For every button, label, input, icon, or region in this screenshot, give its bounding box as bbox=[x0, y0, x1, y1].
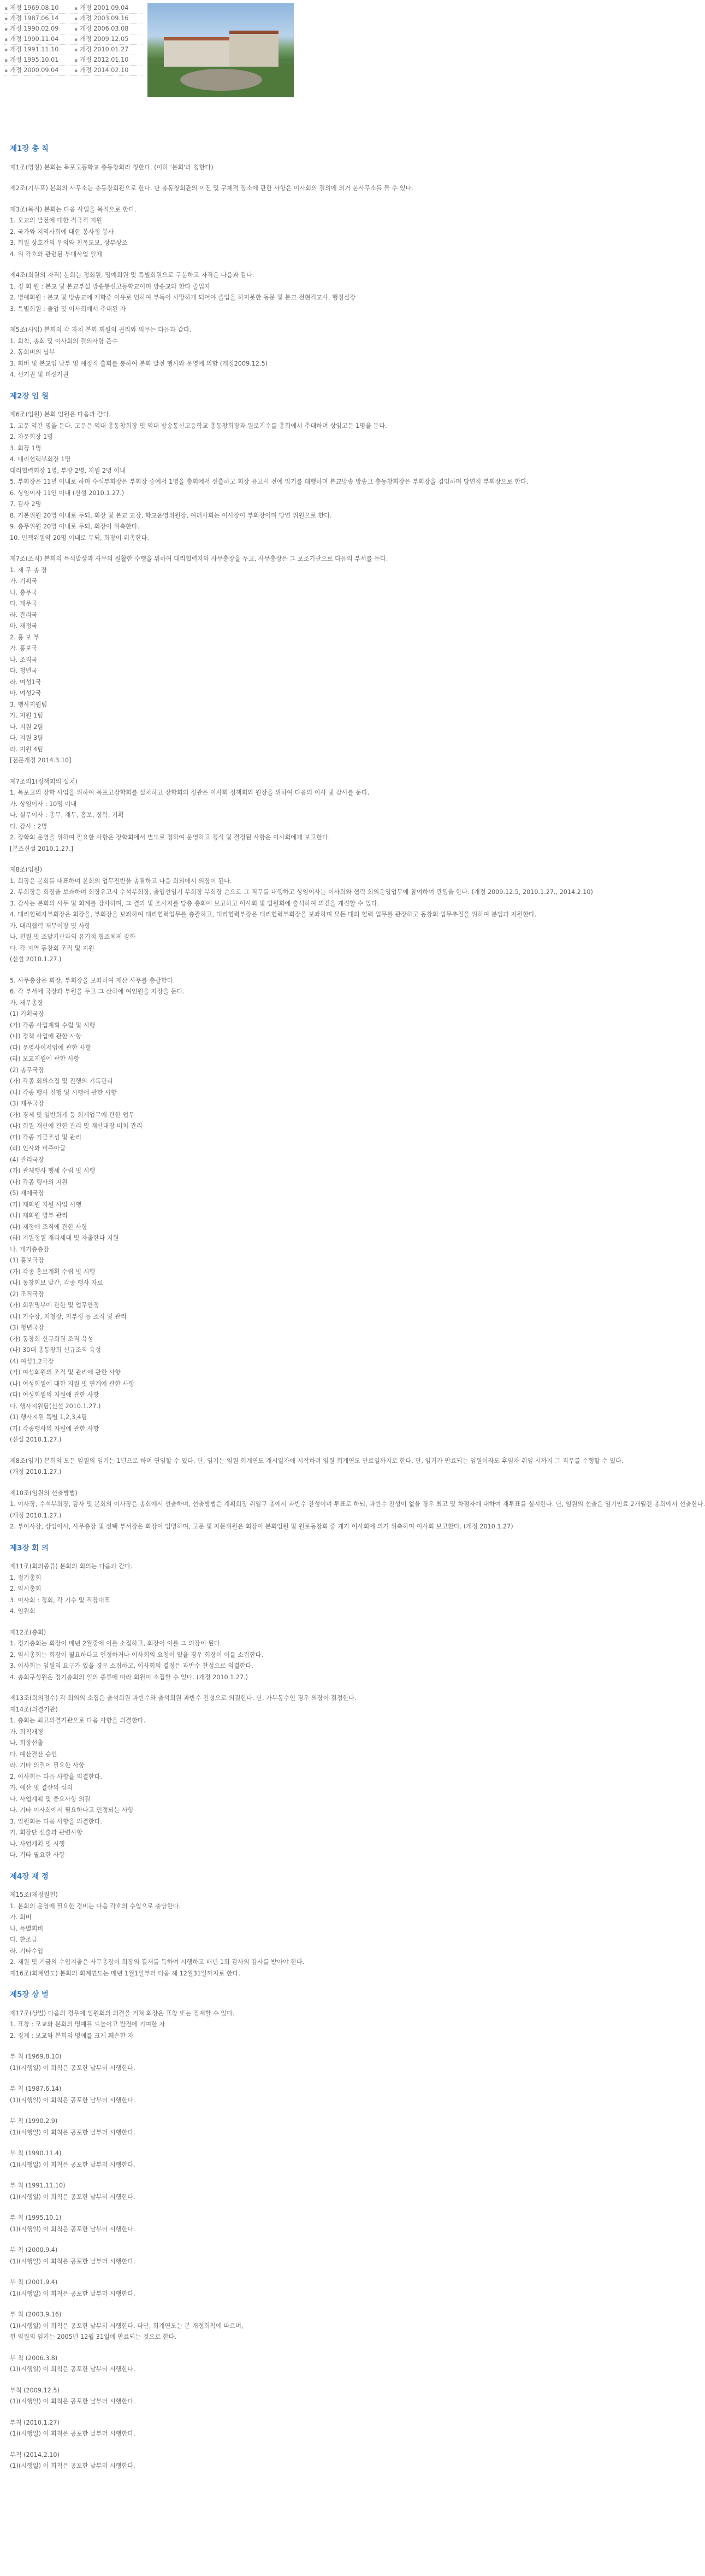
article-line: 2. 국가와 지역사회에 대한 봉사정 봉사 bbox=[10, 228, 114, 236]
article-line: (1)(시행일) 이 회칙은 공포한 날부터 시행한다. bbox=[10, 2462, 135, 2469]
article-line: 10. 민책위원약 20명 이내로 두되, 회장이 위촉한다. bbox=[10, 534, 150, 542]
article-line: 4. 위 각호와 관련된 부대사업 일체 bbox=[10, 250, 102, 258]
article-line: (1) 홍보국장 bbox=[10, 1257, 44, 1264]
article-line: (3) 청년국장 bbox=[10, 1324, 44, 1331]
chapter-title: 제5장 상 벌 bbox=[10, 1990, 49, 1999]
article-line: (나) 각종 행사의 지원 bbox=[10, 1178, 68, 1186]
article-line: 제17조(상벌) 다음의 경우에 임원회의 의결을 거쳐 회장은 표창 또는 징계할 수 있다. bbox=[10, 2009, 235, 2017]
article-line: [전문개정 2014.3.10] bbox=[10, 757, 72, 764]
article-block bbox=[10, 2084, 458, 2106]
article-line: 3. 행사지원팀 bbox=[10, 701, 48, 708]
article-line: 부 칙 (2006.3.8) bbox=[10, 2354, 58, 2362]
article-line: 가. 대리협력 재무이장 및 사항 bbox=[10, 922, 91, 930]
bullet-icon: ▪ bbox=[74, 16, 78, 22]
article-block bbox=[10, 2309, 458, 2343]
article-line: 제14조(의결기관) bbox=[10, 1705, 58, 1713]
article-line: 부칙 (2014.2.10) bbox=[10, 2451, 60, 2459]
article-line: 나. 특별회비 bbox=[10, 1925, 44, 1932]
article-line: 다. 각 지역 동창회 조직 및 지원 bbox=[10, 944, 94, 952]
article-line: 3. 이사회는 임원의 요구가 있을 경우 소집하고, 이사회의 결정은 과반수 찬성으로 의결한다. bbox=[10, 1662, 253, 1669]
article-line: (가) 각종행사의 지원에 관한 사항 bbox=[10, 1425, 99, 1432]
article-line: 제3조(목적) 본회는 다음 사업을 목적으로 한다. bbox=[10, 205, 137, 213]
revision-item bbox=[74, 55, 143, 66]
article-line: 3. 특별회원 : 졸업 및 이사회에서 추대된 자 bbox=[10, 305, 126, 313]
article-line: 부 칙 (1990.2.9) bbox=[10, 2118, 58, 2125]
article-block bbox=[10, 1693, 458, 1861]
article-line: 3. 이사회 : 정회, 각 기수 및 직장대표 bbox=[10, 1596, 110, 1604]
article-line: (1)(시행일) 이 회칙은 공포한 날부터 시행한다. 다만, 회계연도는 본 개정회칙에 따르며, bbox=[10, 2322, 244, 2330]
article-line: 9. 총무위원 20명 이내로 두되, 회장이 위촉한다. bbox=[10, 523, 140, 530]
article-line: 부 칙 (2003.9.16) bbox=[10, 2311, 62, 2318]
bylaws-content bbox=[10, 136, 705, 2482]
article-line: 4. 총회구성원은 정기총회의 일의 종류에 따라 회원이 소집할 수 있다. (개정 2010.1.27.) bbox=[10, 1673, 248, 1681]
revision-date: 개정 2001.09.04 bbox=[80, 4, 129, 11]
article-line: 1. 고문 약간 명을 둔다. 고문은 역대 총동창회장 및 역대 방송통신고등학교 총동창회장과 원로기수를 총회에서 추대하며 상임고문 1명을 둔다. bbox=[10, 422, 387, 430]
revision-item bbox=[4, 24, 73, 34]
revision-date: 개정 2014.02.10 bbox=[80, 67, 129, 74]
article-line: (가) 각종 홍보계획 수립 및 시행 bbox=[10, 1268, 96, 1275]
article-line: 4. 대리협력부회장 1명 bbox=[10, 456, 71, 463]
bullet-icon: ▪ bbox=[74, 27, 78, 32]
article-line: 1. 목포고의 장학 사업을 위하여 목포고장학회를 설치하고 장학회의 정관은 이사회 정책회와 원장을 위하여 다음의 이사 및 감사를 둔다. bbox=[10, 789, 370, 796]
article-line: 제4조(회원의 자격) 본회는 정회원, 명예회원 및 특별회원으로 구분하고 자격은 다음과 같다. bbox=[10, 272, 254, 279]
article-line: 1. 회장은 본회를 대표하며 본회의 업무전반을 총괄하고 다음 회의에서 의장이 된다. bbox=[10, 877, 232, 885]
article-line: 제16조(회계연도) 본회의 회계연도는 매년 1월1일부터 다음 해 12월31일까지로 한다. bbox=[10, 1969, 240, 1977]
article-line: (개정 2010.1.27.) bbox=[10, 1512, 62, 1519]
chapter-title: 제3장 회 의 bbox=[10, 1543, 49, 1552]
article-line: 4. 선거권 및 피선거권 bbox=[10, 371, 69, 378]
article-line: 다. 감사 : 2명 bbox=[10, 822, 48, 830]
article-line: (3) 재무국장 bbox=[10, 1100, 44, 1107]
article-line: 1. 본회의 운영에 필요한 경비는 다음 각호의 수입으로 충당한다. bbox=[10, 1902, 181, 1910]
article-line: 1. 모교의 발전에 대한 적극적 지원 bbox=[10, 217, 102, 224]
revision-list-right bbox=[74, 3, 143, 76]
article-line: (라) 모교지원에 관한 사항 bbox=[10, 1055, 80, 1062]
article-line: 부 칙 (2000.9.4) bbox=[10, 2246, 58, 2254]
bullet-icon: ▪ bbox=[4, 48, 8, 53]
revision-item bbox=[4, 55, 73, 66]
article-line: 부 칙 (2001.9.4) bbox=[10, 2279, 58, 2286]
article-line: 라. 지원 4팀 bbox=[10, 745, 44, 753]
article-line: 다. 행사지원팀(신설 2010.1.27.) bbox=[10, 1402, 101, 1410]
article-line: 1. 정 회 원 : 본교 및 본교부설 방송통신고등학교이며 방송교와 한다 졸업자 bbox=[10, 283, 210, 290]
revision-list-left bbox=[4, 3, 73, 76]
article-line: 1. 회칙, 총회 및 이사회의 결의사항 준수 bbox=[10, 337, 118, 345]
article-line: 나. 실무이사 : 총무, 재무, 홍보, 장학, 기획 bbox=[10, 811, 124, 819]
bullet-icon: ▪ bbox=[4, 68, 8, 74]
revision-item bbox=[74, 45, 143, 55]
article-line: 3. 회장 1명 bbox=[10, 444, 42, 452]
revision-item bbox=[4, 34, 73, 45]
revision-date: 개정 2010.01.27 bbox=[80, 46, 129, 53]
article-block bbox=[10, 204, 458, 261]
article-line: 6. 각 부서에 국장과 부원을 두고 그 산하에 여인원을 자장을 둔다. bbox=[10, 988, 185, 995]
revision-date: 개정 1990.02.09 bbox=[10, 25, 59, 32]
article-line: (1)(시행일) 이 회칙은 공포한 날부터 시행한다. bbox=[10, 2096, 135, 2104]
revision-header bbox=[4, 3, 461, 113]
article-line: 부칙 (2010.1.27) bbox=[10, 2419, 60, 2426]
article-line: (가) 재회원 지원 사업 시행 bbox=[10, 1201, 82, 1208]
article-line: 부 칙 (1987.6.14) bbox=[10, 2085, 62, 2092]
article-line: (신설 2010.1.27.) bbox=[10, 1436, 62, 1443]
article-line: 나. 총무국 bbox=[10, 589, 38, 596]
article-line: (1)(시행일) 이 회칙은 공포한 날부터 시행한다. bbox=[10, 2366, 135, 2373]
article-block bbox=[10, 2245, 458, 2267]
article-line: 나. 재기총총장 bbox=[10, 1245, 49, 1253]
article-line: 가. 홍보국 bbox=[10, 645, 38, 652]
article-line: (1) 행사지원 특별 1,2,3,4팀 bbox=[10, 1414, 87, 1421]
article-line: (개정 2010.1.27.) bbox=[10, 1468, 62, 1475]
article-line: 2. 임시총회 bbox=[10, 1585, 42, 1592]
article-line: 라. 관리국 bbox=[10, 611, 38, 619]
article-line: 4. 임원회 bbox=[10, 1608, 35, 1615]
article-line: (가) 관제행사 행세 수립 및 시행 bbox=[10, 1167, 96, 1174]
article-line: 3. 감사는 본회의 사무 및 회계를 감사하며, 그 결과 및 조사지를 당총 총회에 보고하고 이사회 및 임원회에 출석하여 의견을 개진할 수 있다. bbox=[10, 899, 380, 907]
article-block bbox=[10, 162, 458, 174]
article-line: 2. 이사회는 다음 사항을 의결한다. bbox=[10, 1773, 102, 1780]
article-block bbox=[10, 975, 458, 1446]
article-line: 부 칙 (1969.8.10) bbox=[10, 2053, 62, 2060]
article-block bbox=[10, 2450, 458, 2472]
article-line: 제12조(총회) bbox=[10, 1628, 46, 1636]
article-line: (1)(시행일) 이 회칙은 공포한 날부터 시행한다. bbox=[10, 2290, 135, 2297]
revision-date: 개정 2000.09.04 bbox=[10, 67, 59, 74]
revision-item bbox=[4, 66, 73, 76]
article-block bbox=[10, 2051, 458, 2074]
revision-date: 개정 2012.01.10 bbox=[80, 56, 129, 63]
article-line: (나) 30대 총동창회 신규조직 육성 bbox=[10, 1346, 101, 1354]
article-line: 2. 동회비의 납부 bbox=[10, 349, 55, 356]
bullet-icon: ▪ bbox=[74, 58, 78, 63]
article-line: 1. 표창 : 모교와 본회의 명예를 드높이고 발전에 기여한 자 bbox=[10, 2021, 165, 2028]
article-line: (라) 인사와 비주아급 bbox=[10, 1145, 66, 1152]
school-building-photo bbox=[147, 3, 294, 97]
article-line: (라) 지원정원 재리세대 및 자출한다 지원 bbox=[10, 1234, 119, 1242]
article-block bbox=[10, 2008, 458, 2042]
article-line: 3. 임원회는 다음 사항을 의결한다. bbox=[10, 1818, 102, 1825]
article-line: (다) 각종 기금조성 및 관리 bbox=[10, 1133, 82, 1141]
article-line: 제7조의1(정책회의 설치) bbox=[10, 778, 78, 785]
revision-item bbox=[74, 14, 143, 24]
article-line: 다. 기타 필요한 사항 bbox=[10, 1851, 65, 1859]
article-line: 라. 여성1국 bbox=[10, 678, 42, 686]
article-line: 라. 기타수입 bbox=[10, 1947, 44, 1955]
article-line: 제5조(사업) 본회의 각 자치 본회 회원의 권리와 의무는 다음과 같다. bbox=[10, 326, 192, 333]
article-line: 나. 지원 2팀 bbox=[10, 723, 44, 731]
revision-item bbox=[74, 3, 143, 14]
article-line: (가) 경제 및 일반회계 등 회계업무에 관한 업무 bbox=[10, 1111, 135, 1119]
article-line: 8. 기본위원 20명 이내로 두되, 회장 및 본교 교장, 학교운영위원장, 여러사회는 이사장이 부회장이며 당연 위원으로 한다. bbox=[10, 511, 332, 519]
article-line: 2. 부회장은 회장을 보좌하며 회장유고시 수석부회장, 출입선임기 부회장 부회장 순으로 그 직무를 대행하고 상임이사는 이사회와 협력 회의운영업무에 참여하여 관행을 한다. (개정 2009.12.5, 2010.1.27., 2014.2.10) bbox=[10, 889, 593, 896]
article-line: (가) 여성회원의 조직 및 관리에 관한 사항 bbox=[10, 1369, 121, 1376]
article-line: (1)(시행일) 이 회칙은 공포한 날부터 시행한다. bbox=[10, 2398, 135, 2405]
article-line: 가. 회장단 선출과 관련사항 bbox=[10, 1829, 83, 1836]
bullet-icon: ▪ bbox=[74, 6, 78, 11]
article-block bbox=[10, 2385, 458, 2408]
article-line: 제8조(임원) bbox=[10, 866, 43, 873]
article-line: 다. 예산결산 승인 bbox=[10, 1750, 57, 1758]
bullet-icon: ▪ bbox=[4, 27, 8, 32]
article-block bbox=[10, 1561, 458, 1618]
article-line: 가. 상임이사 : 10명 이내 bbox=[10, 800, 77, 808]
article-line: (1)(시행일) 이 회칙은 공포한 날부터 시행한다. bbox=[10, 2064, 135, 2072]
article-line: 부 칙 (1990.11.4) bbox=[10, 2150, 62, 2157]
article-line: 부칙 (2009.12.5) bbox=[10, 2386, 60, 2394]
article-line: 라. 기타 의결이 필요한 사항 bbox=[10, 1762, 85, 1769]
article-line: (1)(시행일) 이 회칙은 공포한 날부터 시행한다. bbox=[10, 2128, 135, 2136]
article-line: 부 칙 (1995.10.1) bbox=[10, 2214, 62, 2221]
revision-item bbox=[74, 24, 143, 34]
article-line: (가) 동창회 신규회원 조직 육성 bbox=[10, 1335, 93, 1343]
revision-item bbox=[4, 14, 73, 24]
article-line: 제7조(조직) 본회의 특석발상과 사무의 원활한 수행을 위하여 대리협력자와 사무총장을 두고, 사무총장은 그 보조기관으로 다음의 부서를 둔다. bbox=[10, 555, 388, 562]
article-line: 제11조(회의종류) 본회의 회의는 다음과 같다. bbox=[10, 1563, 133, 1570]
article-block bbox=[10, 270, 458, 315]
article-line: 제13조(회의정수) 각 회의의 소집은 출석회원 과반수와 출석회원 과반수 찬성으로 의결한다. 단, 가부동수인 경우 의장이 결정한다. bbox=[10, 1695, 357, 1702]
article-line: 가. 회칙개정 bbox=[10, 1728, 44, 1736]
article-line: (나) 각종 행사 진행 및 시행에 관한 사항 bbox=[10, 1089, 117, 1096]
revision-date: 개정 2006.03.08 bbox=[80, 25, 129, 32]
article-block bbox=[10, 2418, 458, 2440]
article-line: 7. 감사 2명 bbox=[10, 501, 42, 508]
revision-item bbox=[4, 45, 73, 55]
article-line: 제6조(임원) 본회 임원은 다음과 같다. bbox=[10, 411, 111, 418]
article-line: (가) 각종 회의소집 및 진행의 기록관리 bbox=[10, 1078, 113, 1085]
article-line: (나) 회원 재산에 관한 관리 및 재산대장 비치 관리 bbox=[10, 1122, 143, 1130]
article-line: 1. 이사장, 수석부회장, 감사 및 본회의 이사장은 총회에서 선출하며, 선출방법은 계획회장 취임구 총에서 과반수 찬성이며 투표로 하되, 과반수 찬성이 없을 경우 최고 및 차점자에 대하여 재투표를 실시한다. 단, 임원의 선출은 임기만료 2개월전 총회에서 선출한다. bbox=[10, 1501, 705, 1508]
article-line: 2. 홍 보 부 bbox=[10, 633, 39, 641]
article-line: 2. 자문회장 1명 bbox=[10, 433, 53, 440]
article-line: (1)(시행일) 이 회칙은 공포한 날부터 시행한다. bbox=[10, 2161, 135, 2168]
article-line: [본조신설 2010.1.27.] bbox=[10, 845, 74, 852]
article-line: (나) 재회원 명부 관리 bbox=[10, 1212, 68, 1219]
article-line: (1)(시행일) 이 회칙은 공포한 날부터 시행한다. bbox=[10, 2257, 135, 2265]
article-line: 3. 회비 및 본교업 납부 및 예정적 출회를 통하여 본회 발전 행사와 운영에 의함 (개정2009.12.5) bbox=[10, 360, 268, 367]
article-line: 나. 사업계획 및 중요사항 의결 bbox=[10, 1795, 91, 1803]
article-block bbox=[10, 2148, 458, 2171]
article-line: (나) 동창회보 발간, 각종 행사 자료 bbox=[10, 1279, 103, 1286]
article-line: (다) 운영사이서업에 관한 사항 bbox=[10, 1044, 92, 1051]
article-line: (신설 2010.1.27.) bbox=[10, 956, 62, 963]
revision-item bbox=[4, 3, 73, 14]
bullet-icon: ▪ bbox=[4, 6, 8, 11]
article-line: 다. 지원 3팀 bbox=[10, 734, 44, 742]
article-line: 나. 사업계획 및 시행 bbox=[10, 1840, 65, 1848]
bullet-icon: ▪ bbox=[4, 58, 8, 63]
article-line: (4) 여성1,2국장 bbox=[10, 1357, 54, 1365]
article-line: 나. 조직국 bbox=[10, 656, 38, 663]
article-line: (다) 재정에 조직에 관한 사항 bbox=[10, 1223, 87, 1231]
bullet-icon: ▪ bbox=[74, 37, 78, 43]
article-line: 가. 예산 및 결산의 심의 bbox=[10, 1784, 73, 1791]
article-line: (나) 기수장, 지청장, 지부정 등 조직 및 관리 bbox=[10, 1313, 127, 1320]
bullet-icon: ▪ bbox=[4, 16, 8, 22]
article-block bbox=[10, 2353, 458, 2375]
revision-date: 개정 2003.09.16 bbox=[80, 15, 129, 22]
revision-date: 개정 1991.11.10 bbox=[10, 46, 59, 53]
article-line: 2. 임시총회는 회장이 필요하다고 인정하거나 이사회의 요청이 있을 경우 회장이 이를 소집한다. bbox=[10, 1651, 264, 1658]
article-line: (다) 여성회원의 지원에 관한 사항 bbox=[10, 1391, 99, 1398]
article-line: 제8조(임기) 본회의 모든 임원의 임기는 1년으로 하며 연임할 수 있다. 단, 임기는 임원 회계연도 개시일자에 시작하며 임원 회계연도 만료일까지로 한다. 단, 임기가 만료되는 임원이라도 후임자 취임 시까지 그 직무를 수행할 수 있다. bbox=[10, 1457, 624, 1465]
article-line: (2) 총무국장 bbox=[10, 1066, 44, 1074]
article-block bbox=[10, 325, 458, 381]
article-block bbox=[10, 777, 458, 855]
article-block bbox=[10, 2277, 458, 2299]
article-block bbox=[10, 1456, 624, 1478]
article-line: (가) 회원명부에 관한 및 업무안정 bbox=[10, 1302, 99, 1309]
article-line: (5) 재에국장 bbox=[10, 1190, 44, 1197]
article-line: (1) 기획국장 bbox=[10, 1010, 44, 1018]
article-line: (1)(시행일) 이 회칙은 공포한 날부터 시행한다. bbox=[10, 2225, 135, 2233]
article-line: 부 칙 (1991.11.10) bbox=[10, 2182, 66, 2189]
article-line: (나) 정책 사업에 관한 사항 bbox=[10, 1033, 82, 1040]
article-line: 5. 사무총장은 회장, 부회장을 보좌하여 재산 사무를 총괄한다. bbox=[10, 977, 175, 984]
article-line: 2. 부이사장, 상임이사, 사무총장 및 선택 부서장은 회장이 임명하며, 고문 및 자문위원은 회장이 본회임원 및 원로동창회 중 개가 이사회에 의거 위촉하며 이사회 보고한다. (개정 2010.1.27) bbox=[10, 1523, 513, 1530]
article-line: 가. 지원 1팀 bbox=[10, 712, 44, 719]
article-line: 1. 정기총회는 회장이 매년 2월중에 이를 소집하고, 회장이 이를 그 의장이 된다. bbox=[10, 1640, 222, 1647]
article-block bbox=[10, 1488, 705, 1533]
article-line: 다. 찬조금 bbox=[10, 1936, 38, 1943]
article-block bbox=[10, 1890, 458, 1979]
article-line: 2. 명예회원 : 본교 및 방송교에 재학중 이유로 인하여 부득이 사망하게 되어야 졸업을 하지못한 동문 및 본교 전현직교사, 행정실장 bbox=[10, 294, 356, 301]
article-block bbox=[10, 183, 458, 195]
article-line: (가) 각종 사업계획 수립 및 시행 bbox=[10, 1021, 96, 1029]
article-line: 다. 기타 이사회에서 필요하다고 인정되는 사항 bbox=[10, 1807, 134, 1814]
article-line: 가. 기획국 bbox=[10, 578, 38, 585]
article-block bbox=[10, 2180, 458, 2203]
revision-date: 개정 2009.12.05 bbox=[80, 36, 129, 43]
article-line: (2) 조직국장 bbox=[10, 1290, 44, 1298]
article-line: 다. 청년국 bbox=[10, 667, 38, 674]
article-block bbox=[10, 409, 529, 544]
article-line: (나) 여성회원에 대한 지원 및 연계에 관한 사항 bbox=[10, 1380, 135, 1387]
article-block bbox=[10, 2213, 458, 2235]
chapter-title: 제1장 총 칙 bbox=[10, 144, 49, 153]
article-line: 1. 정기총회 bbox=[10, 1574, 42, 1581]
article-block bbox=[10, 1627, 458, 1684]
revision-date: 개정 1995.10.01 bbox=[10, 56, 59, 63]
article-line: 3. 회원 상호간의 우의와 친목도모, 상부상조 bbox=[10, 239, 128, 246]
revision-date: 제정 1969.08.10 bbox=[10, 4, 59, 11]
article-block bbox=[10, 554, 458, 767]
bullet-icon: ▪ bbox=[74, 48, 78, 53]
article-line: 대리협력회장 1명, 부장 2명, 지원 2명 이내 bbox=[10, 467, 126, 474]
article-line: 마. 재정국 bbox=[10, 622, 38, 630]
article-line: 가. 재무총장 bbox=[10, 999, 44, 1007]
article-line: 제1조(명칭) 본회는 목포고등학교 총동창회라 칭한다. (이하 '본회'라 칭한다) bbox=[10, 163, 214, 171]
article-block bbox=[10, 864, 593, 966]
article-line: 현 임원의 임기는 2005년 12월 31일에 만료되는 것으로 한다. bbox=[10, 2333, 177, 2340]
article-line: 가. 회비 bbox=[10, 1914, 32, 1921]
article-line: (1)(시행일) 이 회칙은 공포한 날부터 시행한다. bbox=[10, 2430, 135, 2437]
article-line: 2. 장학회 운영을 위하여 필요한 사항은 장학회에서 별도로 정하여 운영하고 정식 및 결정된 사항은 이사회에게 보고한다. bbox=[10, 834, 330, 841]
article-line: 4. 대리협력자부회장은 회장을, 부회장을 보좌하여 대리협력업무를 총괄하고, 대리협력부장은 대리협력부회장을 보좌하며 모든 대외 협력 업무를 관장하고 동창회 업무추진을 위하여 분임과 지원한다. bbox=[10, 911, 537, 918]
revision-item bbox=[74, 34, 143, 45]
article-line: (4) 관리국장 bbox=[10, 1156, 44, 1163]
article-line: 나. 회장선출 bbox=[10, 1739, 44, 1746]
article-line: 2. 징계 : 모교와 본회의 명예를 크게 훼손한 자 bbox=[10, 2032, 134, 2039]
article-line: (1)(시행일) 이 회칙은 공포한 날부터 시행한다. bbox=[10, 2193, 135, 2201]
chapter-title: 제2장 임 원 bbox=[10, 391, 49, 401]
article-line: 나. 전원 및 조달기관과의 유기적 협조체제 강화 bbox=[10, 933, 136, 940]
revision-item bbox=[74, 66, 143, 76]
revision-date: 개정 1987.06.14 bbox=[10, 15, 59, 22]
article-line: 1. 재 무 총 장 bbox=[10, 566, 48, 574]
article-line: 1. 총회는 최고의결기관으로 다음 사항을 의결한다. bbox=[10, 1717, 146, 1724]
article-block bbox=[10, 2116, 458, 2138]
article-line: 6. 상임이사 11인 이내 (신설 2010.1.27.) bbox=[10, 489, 125, 497]
article-line: 2. 재원 및 기금의 수입지출은 사무총장이 회장의 결재를 득하여 시행하고 매년 1회 감사의 감사를 받아야 한다. bbox=[10, 1959, 305, 1966]
chapter-title: 제4장 재 정 bbox=[10, 1872, 49, 1881]
bullet-icon: ▪ bbox=[4, 37, 8, 43]
article-line: 마. 여성2국 bbox=[10, 690, 42, 697]
article-line: 5. 부회장은 11년 이내로 하며 수석부회장은 부회장 중에서 1명을 총회에서 선출하고 회장 유고시 전에 임기를 대행하며 본교방송 방송고 총동창회장은 부회장을 겸임하며 당연직 부회장으로 한다. bbox=[10, 478, 529, 485]
revision-date: 개정 1990.11.04 bbox=[10, 36, 59, 43]
article-line: 제15조(재정원천) bbox=[10, 1891, 58, 1898]
article-line: 제10조(임원의 선출방법) bbox=[10, 1489, 78, 1497]
bullet-icon: ▪ bbox=[74, 68, 78, 74]
article-line: 다. 재무국 bbox=[10, 600, 38, 607]
article-line: 제2조(기부포) 본회의 사무소는 총동창회관으로 한다. 단 총동창회관의 이전 및 구체적 장소에 관한 사항은 이사회의 결의에 의거 본사무소를 둘 수 있다. bbox=[10, 185, 413, 192]
